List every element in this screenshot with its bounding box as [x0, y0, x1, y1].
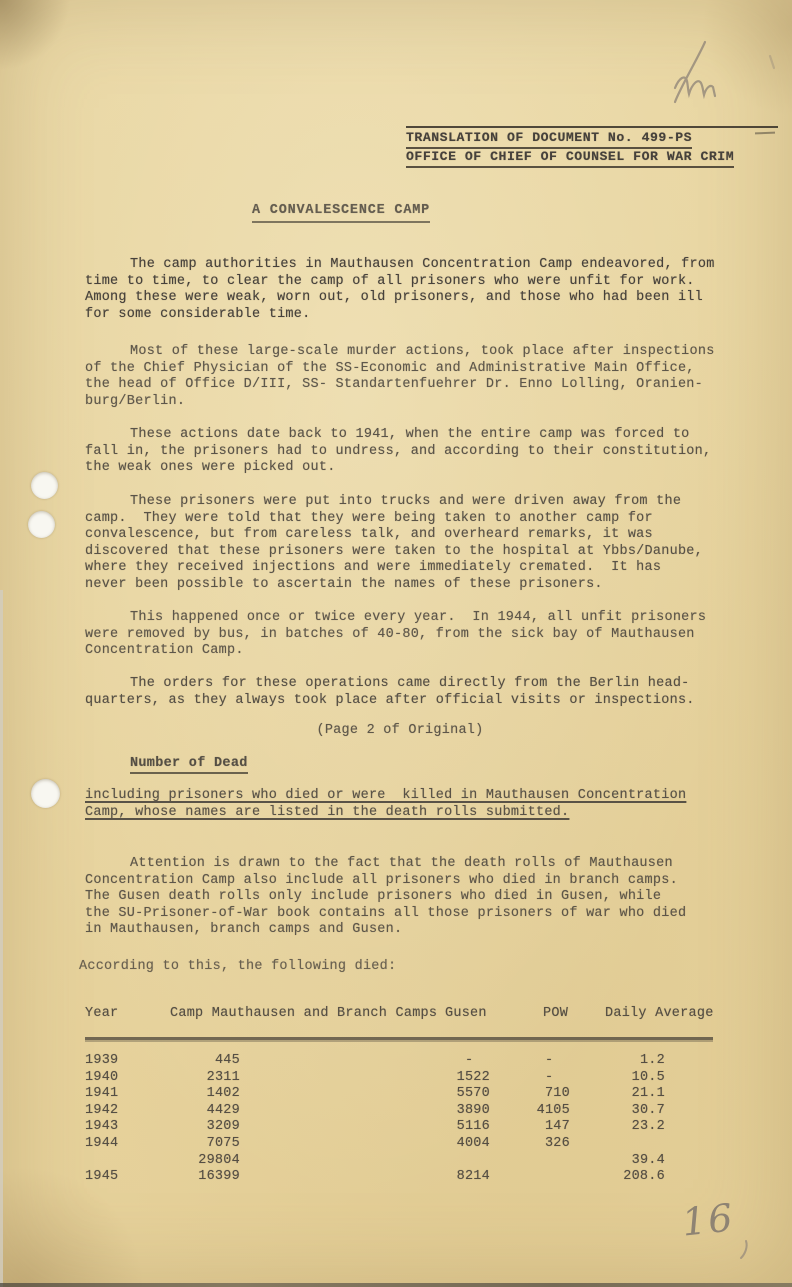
- table-body: [85, 1053, 715, 1186]
- text-line: The orders for these operations came directly from the Berlin head-: [130, 676, 690, 691]
- text-line: the weak ones were picked out.: [85, 460, 336, 476]
- cell-year: 1942: [85, 1102, 119, 1118]
- paragraph-camp-authorities: [85, 257, 715, 323]
- text-line: camp. They were told that they were being taken to another camp for: [85, 510, 653, 526]
- text-line: burg/Berlin.: [85, 393, 186, 409]
- text-line: These actions date back to 1941, when the entire camp was forced to: [130, 427, 690, 442]
- cell-daily-average: 23.2: [631, 1119, 665, 1135]
- cell-gusen: 5570: [456, 1086, 490, 1102]
- table-row: [85, 1053, 715, 1070]
- table-row: [85, 1086, 715, 1103]
- cell-pow: 147: [544, 1119, 570, 1135]
- cell-camp: 7075: [206, 1135, 240, 1151]
- cell-year: 1941: [85, 1086, 119, 1102]
- cell-gusen: -: [464, 1053, 490, 1068]
- table-row: [85, 1119, 715, 1136]
- text-line: were removed by bus, in batches of 40-80, from the sick bay of Mauthausen: [85, 626, 695, 642]
- cell-gusen: 4004: [456, 1135, 490, 1151]
- paragraph-once-twice-year: [85, 610, 706, 660]
- cell-daily-average: 30.7: [631, 1102, 665, 1118]
- text-line: These prisoners were put into trucks and were driven away from the: [130, 494, 682, 509]
- text-line: Most of these large-scale murder actions, took place after inspections: [130, 344, 715, 359]
- cell-camp: 445: [214, 1053, 240, 1068]
- section-heading-number-of-dead: Number of Dead: [130, 756, 248, 774]
- cell-camp: 29804: [198, 1152, 240, 1168]
- table-row-subtotal: [85, 1153, 715, 1170]
- text-line: Among these were weak, worn out, old prisoners, and those who had been ill: [85, 290, 703, 306]
- cell-camp: 16399: [198, 1169, 240, 1185]
- cell-daily-average: 21.1: [631, 1086, 665, 1102]
- text-line: never been possible to ascertain the names of these prisoners.: [85, 576, 603, 592]
- column-header-gusen: Gusen: [445, 1006, 487, 1021]
- text-line: discovered that these prisoners were taken to the hospital at Ybbs/Danube,: [85, 543, 703, 559]
- deaths-table: [85, 1006, 715, 1186]
- paragraph-attention: [85, 856, 686, 939]
- text-line: The Gusen death rolls only include prisoners who died in Gusen, while: [85, 889, 662, 905]
- cell-pow: 4105: [536, 1102, 570, 1118]
- text-line: convalescence, but from careless talk, and overheard remarks, it was: [85, 527, 653, 543]
- cell-daily-average: 208.6: [623, 1169, 665, 1185]
- cell-gusen: 8214: [456, 1169, 490, 1185]
- cell-camp: 1402: [206, 1086, 240, 1102]
- cell-camp: 2311: [206, 1069, 240, 1085]
- punch-hole: [31, 472, 58, 499]
- table-header-row: [85, 1006, 715, 1026]
- paragraph-according: [79, 959, 396, 976]
- paragraph-murder-actions: [85, 344, 715, 410]
- punch-hole: [28, 511, 55, 538]
- text-line: the head of Office D/III, SS- Standartenfuehrer Dr. Enno Lolling, Oranien-: [85, 377, 703, 393]
- cell-pow: 326: [544, 1135, 570, 1151]
- table-header-rule: [85, 1037, 713, 1040]
- text-line: Concentration Camp.: [85, 643, 244, 659]
- text-line: the SU-Prisoner-of-War book contains all those prisoners of war who died: [85, 905, 687, 921]
- cell-year: 1939: [85, 1053, 119, 1068]
- document-stamp: [406, 126, 778, 168]
- cell-year: 1943: [85, 1119, 119, 1135]
- text-line: of the Chief Physician of the SS-Economic and Administrative Main Office,: [85, 360, 695, 376]
- cell-camp: 4429: [206, 1102, 240, 1118]
- text-line: time to time, to clear the camp of all prisoners who were unfit for work.: [85, 273, 695, 289]
- column-header-daily-average: Daily Average: [605, 1006, 714, 1021]
- punch-hole: [31, 779, 60, 808]
- handwritten-mark-icon: [630, 28, 792, 118]
- text-line: including prisoners who died or were killed in Mauthausen Concentration: [85, 788, 687, 803]
- column-header-year: Year: [85, 1006, 119, 1021]
- handwritten-page-number: 16: [679, 1195, 737, 1245]
- text-line: quarters, as they always took place after official visits or inspections.: [85, 692, 695, 708]
- cell-pow: -: [544, 1053, 570, 1068]
- scan-edge-artifact: [0, 590, 3, 1287]
- stamp-line-1: TRANSLATION OF DOCUMENT No. 499-PS: [406, 130, 692, 149]
- cell-year: 1945: [85, 1169, 119, 1185]
- cell-year: 1940: [85, 1069, 119, 1085]
- cell-gusen: 3890: [456, 1102, 490, 1118]
- table-row: [85, 1070, 715, 1087]
- pencil-tick-mark: [737, 1238, 751, 1262]
- stamp-line-2: OFFICE OF CHIEF OF COUNSEL FOR WAR CRIM: [406, 149, 734, 168]
- text-line: Attention is drawn to the fact that the death rolls of Mauthausen: [130, 856, 673, 871]
- table-row: [85, 1169, 715, 1186]
- cell-year: 1944: [85, 1135, 119, 1151]
- cell-daily-average: 1.2: [639, 1053, 665, 1068]
- cell-daily-average: 39.4: [631, 1152, 665, 1168]
- cell-gusen: 5116: [456, 1119, 490, 1135]
- table-row: [85, 1136, 715, 1153]
- text-line: Concentration Camp also include all prisoners who died in branch camps.: [85, 872, 678, 888]
- text-line: fall in, the prisoners had to undress, and according to their constitution,: [85, 443, 712, 459]
- text-line: This happened once or twice every year. In 1944, all unfit prisoners: [130, 610, 707, 625]
- column-header-pow: POW: [543, 1006, 569, 1021]
- underlined-note-death-rolls: [85, 788, 686, 821]
- column-header-camp: Camp Mauthausen and Branch Camps: [170, 1006, 438, 1021]
- text-line: Camp, whose names are listed in the death rolls submitted.: [85, 804, 570, 820]
- cell-camp: 3209: [206, 1119, 240, 1135]
- text-line: The camp authorities in Mauthausen Concentration Camp endeavored, from: [130, 257, 715, 272]
- text-line: where they received injections and were immediately cremated. It has: [85, 560, 662, 576]
- cell-daily-average: 10.5: [631, 1069, 665, 1085]
- page-2-note: (Page 2 of Original): [316, 723, 484, 738]
- paragraph-berlin-orders: [85, 676, 695, 709]
- table-row: [85, 1103, 715, 1120]
- cell-gusen: 1522: [456, 1069, 490, 1085]
- cell-pow: -: [544, 1069, 570, 1085]
- text-line: for some considerable time.: [85, 306, 311, 322]
- paragraph-actions-1941: [85, 427, 711, 477]
- text-line: According to this, the following died:: [79, 959, 397, 974]
- paragraph-trucks: [85, 494, 703, 594]
- cell-pow: 710: [544, 1086, 570, 1102]
- document-title: A CONVALESCENCE CAMP: [252, 203, 430, 223]
- text-line: in Mauthausen, branch camps and Gusen.: [85, 922, 403, 938]
